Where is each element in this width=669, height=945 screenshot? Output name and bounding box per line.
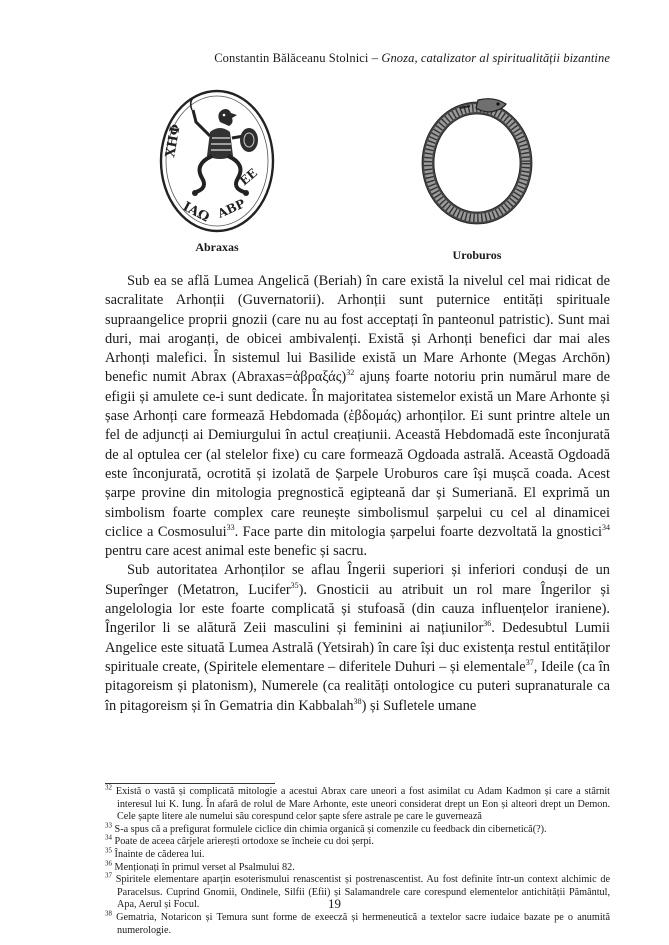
caption-uroburos: Uroburos: [452, 248, 502, 262]
footnote-ref-32[interactable]: 32: [346, 368, 355, 378]
footnote-ref-37[interactable]: 37: [525, 658, 534, 668]
uroburos-image: [418, 94, 536, 228]
footnotes: [105, 783, 611, 937]
page-number: 19: [328, 896, 341, 911]
footnote-ref-34[interactable]: 34: [602, 523, 610, 533]
gem-letters-left: ΧΗΦ: [163, 122, 184, 159]
paragraph-2: Sub autoritatea Arhonților se aflau Îngerii superiori și inferiori conduși de un Superînger (Metatron, Lucifer$^{35}$). Gnosticii au atribuit un rol mare Îngerilor și angelologia lor este foarte complicată și stufoasă (din cauza influențelor iraniene). Îngerilor li se alătură Zeii masculini și feminini ai națiunilor$^{36}$. Dedesubtul Lumii Angelice este situată Lumea Astrală (Yetsirah) în care își duc existența restul entităților spirituale create, (Spiritele elementare – diferitele Duhuri – și elementale$^{37}$, Ideile (ca în pitagoreism și platonism), Numerele (ca realități ontologice cu puteri supranaturale ca în pitagoreism și în Gematria din Kabbalah$^{38}$) și Sufletele umane: [105, 562, 610, 714]
footnote-34: $^{34}$ Poate de aceea cârjele arierești ortodoxe se încheie cu doi șerpi.: [105, 833, 374, 848]
header-separator: –: [368, 51, 382, 65]
running-header: [105, 51, 610, 66]
gem-letters-bottom-right: ΑΒΡ: [215, 196, 248, 221]
caption-abraxas: Abraxas: [195, 240, 239, 254]
footnote-33: $^{33}$ S-a spus că a prefigurat formulele ciclice din chimia organică și comenzile cu feedback din cibernetică(?).: [105, 821, 547, 835]
footnote-ref-38[interactable]: 38: [353, 696, 362, 706]
uroburos-figure: [418, 94, 536, 228]
footnote-38: $^{38}$ Gematria, Notaricon și Temura sunt forme de exeecză și hermeneutică a textelor sacre iudaice bazate pe o anumită numerologie.: [105, 909, 611, 936]
footnote-37: $^{37}$ Spiritele elementare aparțin esoterismului renascentist și postrenascentist. Au fost definite într-un context alchimic de Paracelsus. Cuprind Gnomii, Ondinele, Silfii (Efii) și Salamandrele care corespund elementelor antichității Pământul, Apa, Aerul și Focul.: [105, 871, 611, 911]
footnote-divider: [105, 783, 275, 784]
abraxas-gem-image: [158, 88, 276, 234]
footnote-32: $^{32}$ Există o vastă și complicată mitologie a acestui Abrax care uneori a fost asimilat cu Adam Kadmon și care a stârnit interesul lui K. Iung. În afară de rolul de Mare Arhonte, este uneori considerat drept un Eon și alteori drept un Demon. Cele șapte litere ale numelui său corespund celor șapte sfere astrale pe care le guvernează: [105, 783, 611, 823]
abraxas-figure: [158, 88, 276, 234]
footnote-35: $^{35}$ Înainte de căderea lui.: [105, 846, 205, 860]
footnote-ref-36[interactable]: 36: [483, 619, 492, 629]
header-author: Constantin Bălăceanu Stolnici: [214, 51, 369, 65]
header-title: Gnoza, catalizator al spiritualității bizantine: [381, 51, 610, 65]
footnote-36: $^{36}$ Menționați în primul verset al Psalmului 82.: [105, 859, 295, 873]
paragraph-1: Sub ea se află Lumea Angelică (Beriah) în care există la nivelul cel mai ridicat de sacralitate Arhonții (Guvernatorii). Arhonții sunt puternice entități spirituale supraangelice proprii gnozii (care nu au fost acceptați în panteonul patristic). Sunt mai duri, mai aroganți, de obicei ambivalenți. Există și Arhonți benefici dar mai ales Arhonți malefici. În sistemul lui Basilide există un Mare Arhonte (Megas Archōn) benefic numit Abrax (Abraxas=ἀβραξάς)$^{32}$ ajunș foarte notoriu prin numărul mare de efigii și amulete ce-i sunt dedicate. În majoritatea sistemelor există un Mare Arhonte și șase Arhonți care formează Hebdomada (ἑβδομάς) arhonților. Ei sunt printre altele un fel de adjuncți ai Demiurgului în actul creațiunii. Această Hebdomadă este înconjurată de al optulea cer (al stelelor fixe) cu care formează Ogdoada astrală. Această Ogdoadă este înconjurată, ocrotită și izolată de Șarpele Uroburos care își mușcă coada. Acest șarpe provine din mitologia pregnostică egipteană dar și Sumeriană. El exprimă un simbolism foarte complex care reunește simbolismul șarpelui cu cel al dinamicei ciclice a Cosmosului$^{33}$. Face parte din mitologia șarpelui foarte dezvoltată la gnostici$^{34}$ pentru care acest animal este benefic și sacru.: [105, 273, 610, 560]
footnote-ref-33[interactable]: 33: [226, 523, 235, 533]
footnote-ref-35[interactable]: 35: [290, 580, 299, 590]
gem-letters-bottom: ΙΑΩ: [180, 199, 212, 226]
body-text: [105, 272, 610, 716]
svg-text:ΕΕ: ΕΕ: [236, 165, 260, 189]
